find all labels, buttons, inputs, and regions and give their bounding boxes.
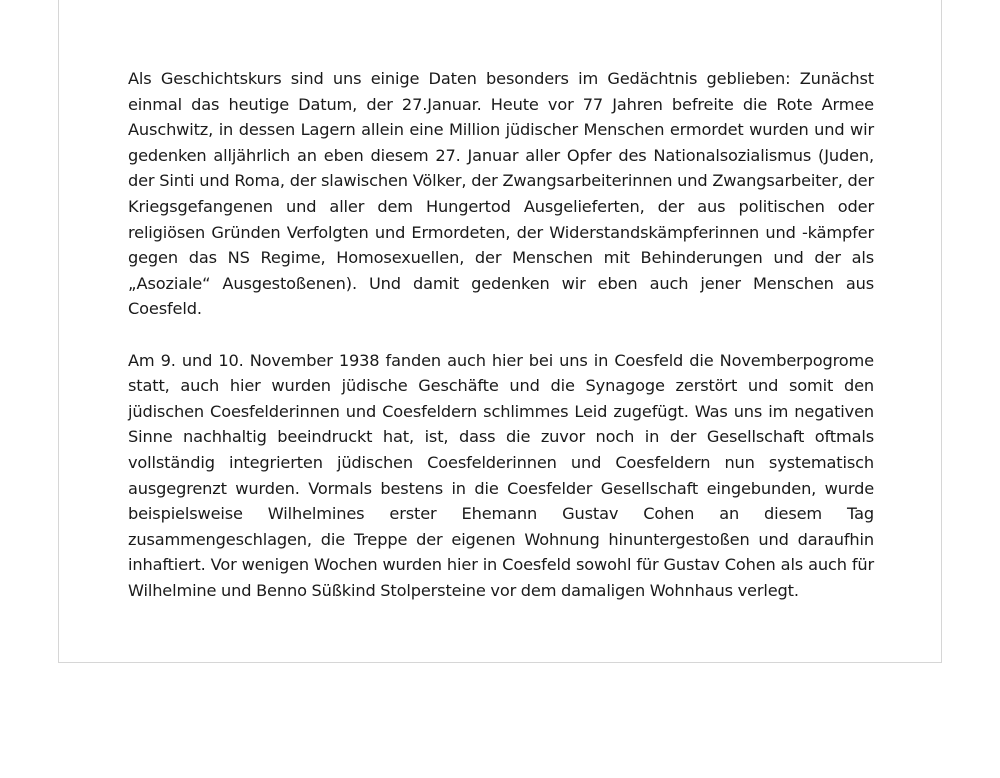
paragraph-2: Am 9. und 10. November 1938 fanden auch hier bei uns in Coesfeld die Novemberpogrome statt, auch hier wurden jüdische Geschäfte und die Synagoge zerstört und somit den jüdischen Coesfelderinnen und Coesfeldern schlimmes Leid zugefügt. Was uns im negativen Sinne nachhaltig beeindruckt hat, ist, dass die zuvor noch in der Gesellschaft oftmals vollständig integrierten jüdischen Coesfelderinnen und Coesfeldern nun systematisch ausgegrenzt wurden. Vormals bestens in die Coesfelder Gesellschaft eingebunden, wurde beispielsweise Wilhelmines erster Ehemann Gustav Cohen an diesem Tag zusammengeschlagen, die Treppe der eigenen Wohnung hinuntergestoßen und daraufhin inhaftiert. Vor wenigen Wochen wurden hier in Coesfeld sowohl für Gustav Cohen als auch für Wilhelmine und Benno Süßkind Stolpersteine vor dem damaligen Wohnhaus verlegt.: [128, 350, 874, 600]
document-body: [128, 66, 874, 603]
document-page: [58, 0, 942, 663]
paragraph-1: Als Geschichtskurs sind uns einige Daten besonders im Gedächtnis geblieben: Zunächst einmal das heutige Datum, der 27.Januar. Heute vor 77 Jahren befreite die Rote Armee Auschwitz, in dessen Lagern allein eine Million jüdischer Menschen ermordet wurden und wir gedenken alljährlich an eben diesem 27. Januar aller Opfer des Nationalsozialismus (Juden, der Sinti und Roma, der slawischen Völker, der Zwangsarbeiterinnen und Zwangsarbeiter, der Kriegsgefangenen und aller dem Hungertod Ausgelieferten, der aus politischen oder religiösen Gründen Verfolgten und Ermordeten, der Widerstandskämpferinnen und -kämpfer gegen das NS Regime, Homosexuellen, der Menschen mit Behinderungen und der als „Asoziale“ Ausgestoßenen). Und damit gedenken wir eben auch jener Menschen aus Coesfeld.: [128, 69, 874, 319]
